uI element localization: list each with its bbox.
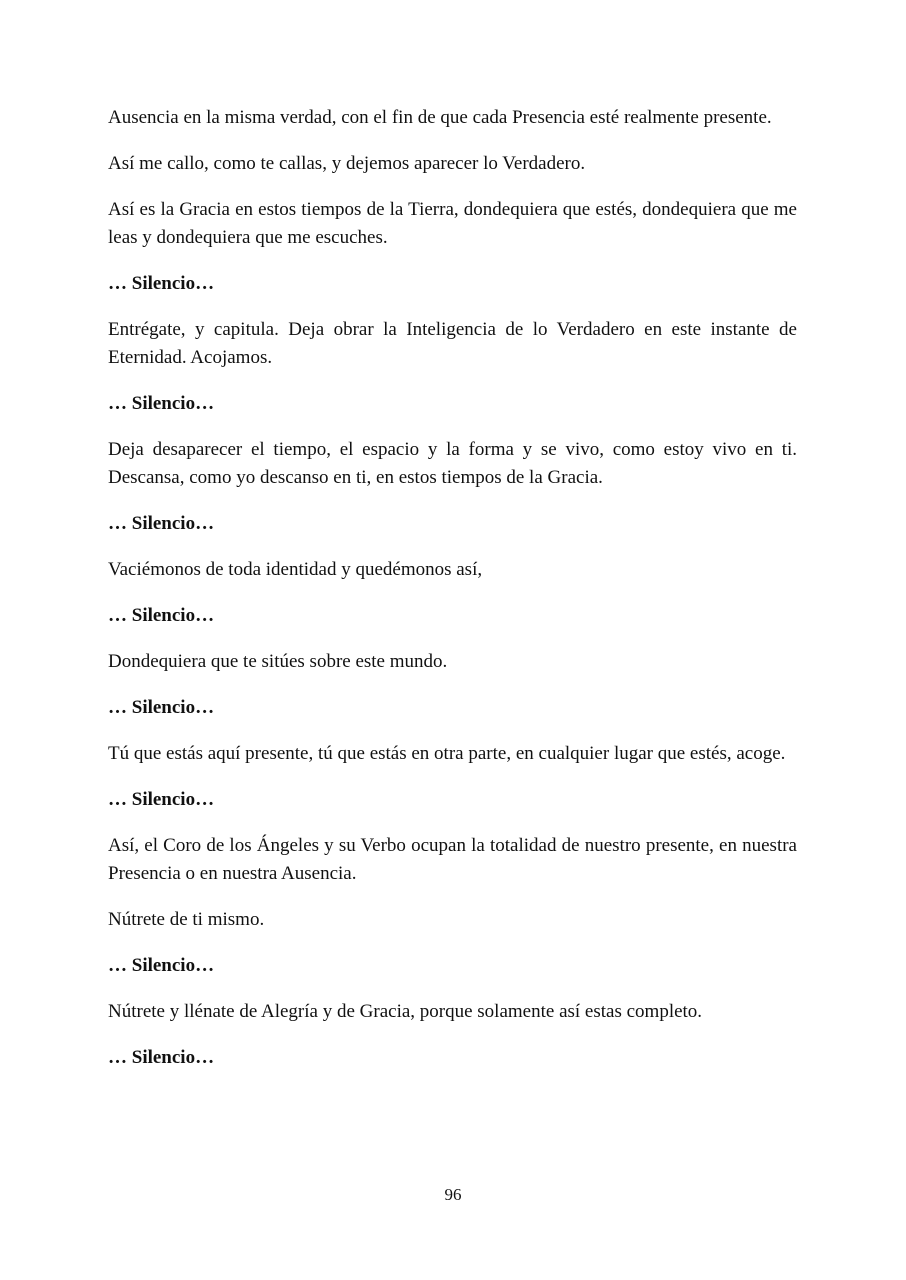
silence-line: … Silencio… [108,789,215,810]
paragraph: Así, el Coro de los Ángeles y su Verbo ocupan la totalidad de nuestro presente, en nuestra Presencia o en nuestra Ausencia. [108,835,797,884]
paragraph: Nútrete de ti mismo. [108,909,265,930]
paragraph: Así es la Gracia en estos tiempos de la Tierra, dondequiera que estés, dondequiera que me leas y dondequiera que me escuches. [108,199,797,248]
paragraph: Entrégate, y capitula. Deja obrar la Inteligencia de lo Verdadero en este instante de Eternidad. Acojamos. [108,319,797,368]
page-number: 96 [444,1185,462,1204]
paragraph: Dondequiera que te sitúes sobre este mundo. [108,651,448,672]
silence-line: … Silencio… [108,1047,215,1068]
paragraph: Nútrete y llénate de Alegría y de Gracia, porque solamente así estas completo. [108,1001,703,1022]
paragraph: Tú que estás aquí presente, tú que estás en otra parte, en cualquier lugar que estés, acoge. [108,743,786,764]
paragraph: Deja desaparecer el tiempo, el espacio y la forma y se vivo, como estoy vivo en ti. Descansa, como yo descanso en ti, en estos tiempos de la Gracia. [108,439,797,488]
document-body [108,104,797,1090]
paragraph: Así me callo, como te callas, y dejemos aparecer lo Verdadero. [108,153,586,174]
silence-line: … Silencio… [108,393,215,414]
silence-line: … Silencio… [108,955,215,976]
silence-line: … Silencio… [108,697,215,718]
silence-line: … Silencio… [108,273,215,294]
silence-line: … Silencio… [108,513,215,534]
paragraph: Ausencia en la misma verdad, con el fin de que cada Presencia esté realmente presente. [108,107,772,128]
paragraph: Vaciémonos de toda identidad y quedémonos así, [108,559,483,580]
silence-line: … Silencio… [108,605,215,626]
